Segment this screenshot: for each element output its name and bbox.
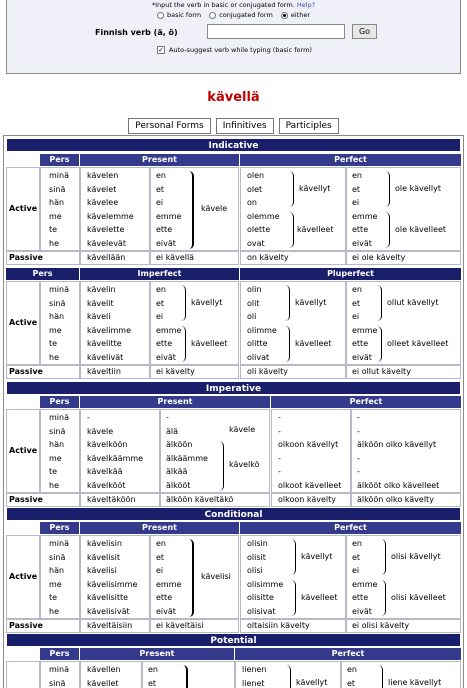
present-forms-cell: kävelen kävelet kävelee kävelemme kävelette kävelevät [80,167,150,251]
brace-icon [385,171,390,207]
brace-icon [181,285,186,321]
form-type-radios [7,11,460,21]
perfect-header: Perfect [240,154,461,166]
section-title: Conditional [6,507,461,521]
go-button[interactable]: Go [352,24,377,39]
radio-basic-form[interactable]: basic form [157,11,201,19]
brace-icon [285,285,290,321]
tab-participles[interactable]: Participles [279,118,339,134]
form-tabs [0,118,467,134]
brace-icon [291,539,296,575]
potential-section: Potential Pers Present Perfect minä sinä kävellen kävellet en et lienen lienet kävellyt en et liene kävellyt [6,633,461,647]
section-title: Potential [6,633,461,647]
perfect-cell: olen olet on olemme olette ovat kävellyt kävelleet [240,167,346,251]
perfect-negative-cell: en et ei emme ette eivät ole kävellyt ole kävelleet [346,167,461,251]
section-title: Imperative [6,381,461,395]
imperative-section: Imperative Pers Present Perfect Active minä sinä hän me te he - kävele kävelköön kävelkäämme kävelkää kävelkööt - älä älköön älkäämme älkää älkööt kävele kävelkö - - olkoon kävellyt - - olkoot kävelleet - - älköön olko kävellyt - - älkööt olko kävelleet Passive käveltäköön älköön käveltäkö olkoon kävelty älköön olko kävelty [6,381,461,395]
brace-icon [285,326,290,362]
persons-cell: minä sinä hän me te he [40,167,80,251]
checkbox-checked-icon[interactable]: ✓ [158,46,164,54]
brace-icon [189,539,194,617]
verb-input[interactable] [207,24,345,39]
radio-icon[interactable] [209,12,216,19]
brace-icon [183,665,188,688]
search-form [6,0,461,74]
present-negative-cell: en et ei emme ette eivät kävele [150,167,239,251]
brace-icon [286,665,291,688]
active-label-cell: Active [6,167,40,251]
verb-title: kävellä [207,90,260,105]
present-header: Present [80,154,239,166]
conditional-section: Conditional Pers Present Perfect Active minä sinä hän me te he kävelisin kävelisit kävelisi kävelisimme kävelisitte kävelisivät en et ei emme ette eivät kävelisi olisin olisit olisi olisimme olisitte olisivat kävellyt kävelleet en et ei emme ette eivät olisi kävellyt olisi kävelleet Passive käveltäisiin ei käveltäisi oltaisiin kävelty ei olisi kävelty [6,507,461,521]
tab-infinitives[interactable]: Infinitives [216,118,274,134]
brace-icon [289,171,294,207]
brace-icon [385,212,390,248]
pers-header: Pers [40,154,79,166]
brace-icon [289,212,294,248]
conjugation-table: Indicative Pers Present Perfect Active minä sinä hän me te he kävelen kävelet kävelee kävelemme kävelette kävelevät en et ei emme ette eivät kävele olen olet on olemme olette ovat kävellyt kävelleet en et ei emme ette eivät ole kävellyt ole kävelleet Passive kävellään ei kävellä on kävelty ei ole kävelty Pers Imperfect Pluperfect Active minä sinä hän me te he kävelin kävelit käveli kävelimme kävelitte kävelivät en et ei emme ette eivät kävellyt kävelleet olin olit oli olimme olitte olivat kävellyt kävelleet en et ei emme ette eivät ollut kävellyt olleet kävelleet Passive käveltiin ei kävelty oli kävelty ei ollut kävelty Imperative Pers Present Perfect Active minä sinä hän me te he - kävele kävelköön kävelkäämme kävelkää kävelkööt - älä älköön älkäämme älkää älkööt kävele kävelkö - - olkoon kävellyt - - olkoot kävelleet - - älköön olko kävellyt - - älkööt olko kävelleet Passive käveltäköön älköön käveltäkö olkoon kävelty älköön olko kävelty Conditional Pers Present Perfect Active minä sinä hän me te he kävelisin kävelisit kävelisi kävelisimme kävelisitte kävelisivät en et ei emme ette eivät kävelisi olisin olisit olisi olisimme olisitte olisivat kävellyt kävelleet en et ei emme ette eivät olisi kävellyt olisi kävelleet Passive käveltäisiin ei käveltäisi oltaisiin kävelty ei olisi kävelty Potential Pers Present Perfect minä sinä kävellen kävellet en et lienen lienet kävellyt en et liene kävellyt [3,135,464,688]
help-link[interactable]: Help? [296,1,316,9]
brace-icon [381,580,386,616]
pluperfect-header: Pluperfect [240,268,461,280]
radio-conjugated-form[interactable]: conjugated form [209,11,273,19]
radio-icon[interactable] [157,12,164,19]
brace-icon [381,539,386,575]
radio-selected-icon[interactable] [281,12,288,19]
autosuggest-option[interactable]: ✓ Auto-suggest verb while typing (basic form) [158,46,312,54]
brace-icon [378,665,383,688]
passive-label-cell: Passive [6,251,80,265]
imperfect-header: Imperfect [80,268,239,280]
input-note: *Input the verb in basic or conjugated form. Help? [151,1,316,9]
tab-personal-forms[interactable]: Personal Forms [128,118,210,134]
brace-icon [377,326,382,362]
brace-icon [181,326,186,362]
verb-input-label: Finnish verb (ä, ö) [95,28,178,37]
indicative-section: Indicative Pers Present Perfect Active minä sinä hän me te he kävelen kävelet kävelee kävelemme kävelette kävelevät en et ei emme ette eivät kävele olen olet on olemme olette ovat kävellyt kävelleet en et ei emme ette eivät ole kävellyt ole kävelleet Passive kävellään ei kävellä on kävelty ei ole kävelty [6,138,461,152]
brace-icon [291,580,296,616]
section-title: Indicative [6,138,461,152]
pers-header: Pers [6,268,79,280]
brace-icon [377,285,382,321]
brace-icon [219,441,224,491]
radio-either[interactable]: either [281,11,310,19]
brace-icon [189,171,194,249]
